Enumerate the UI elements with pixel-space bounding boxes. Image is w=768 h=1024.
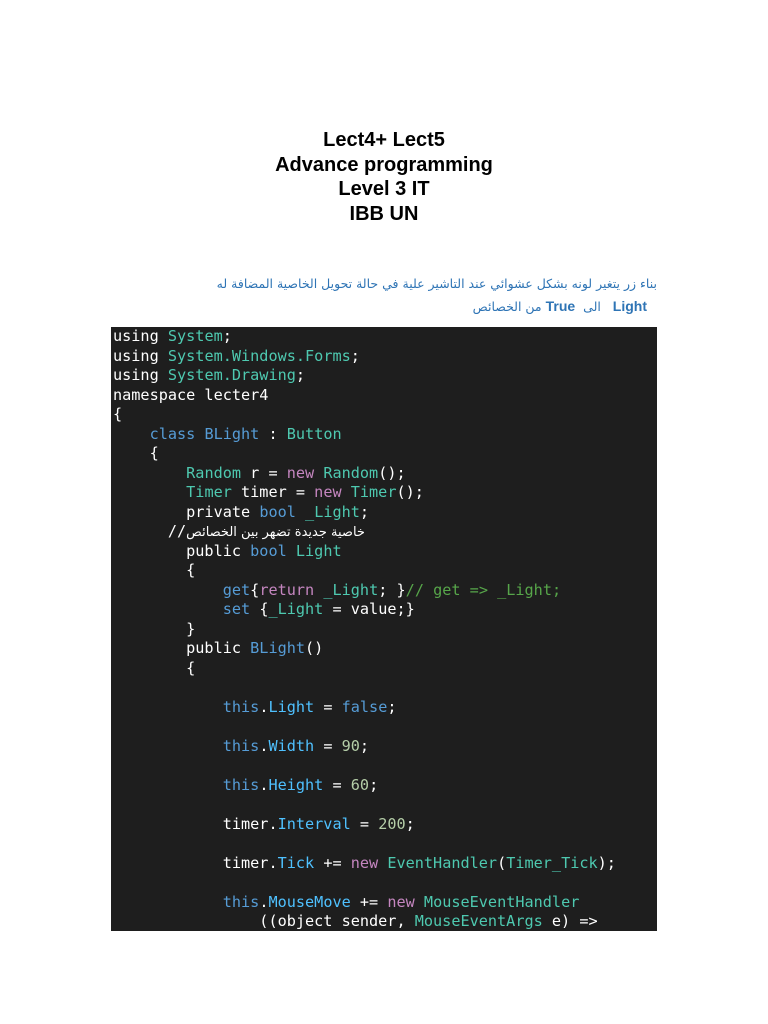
code-token: MouseMove — [268, 892, 351, 911]
code-token: public — [113, 541, 251, 560]
code-token: { — [113, 658, 196, 677]
code-token — [113, 581, 223, 599]
code-token: EventHandler — [387, 853, 498, 872]
code-token: } — [113, 619, 196, 638]
code-line — [113, 854, 657, 874]
code-line — [113, 347, 657, 367]
code-token: = value;} — [323, 600, 415, 618]
code-token: System — [167, 327, 223, 345]
code-token: : — [259, 424, 287, 443]
code-token: false — [341, 697, 388, 716]
code-token: new — [314, 483, 351, 501]
code-line — [113, 698, 657, 718]
code-token: ; — [350, 346, 360, 365]
code-token: += — [314, 853, 351, 872]
code-token — [314, 581, 323, 599]
code-token: = — [323, 775, 351, 794]
code-token: class — [149, 424, 205, 443]
code-token: . — [259, 892, 269, 911]
code-line — [113, 483, 657, 503]
code-token: timer. — [113, 853, 278, 872]
code-token: Random — [186, 463, 242, 482]
code-token: = — [350, 814, 379, 833]
code-line — [113, 893, 657, 913]
code-token: = — [314, 697, 342, 716]
code-line — [113, 522, 657, 542]
code-token: . — [259, 775, 269, 794]
code-token — [113, 483, 186, 501]
code-token: _Light — [305, 502, 360, 521]
code-token: set — [222, 600, 251, 618]
code-token: using — [113, 327, 168, 345]
title-line-university: IBB UN — [349, 202, 419, 225]
code-line — [113, 639, 657, 659]
code-token: Timer — [186, 483, 232, 501]
code-token: += — [350, 892, 388, 911]
code-line — [113, 873, 657, 893]
code-token — [113, 737, 223, 755]
code-token: new — [286, 463, 324, 482]
code-token: { — [113, 444, 159, 462]
code-line — [113, 600, 657, 620]
code-token — [287, 542, 296, 560]
code-line — [113, 659, 657, 679]
code-token: BLight — [250, 639, 306, 657]
code-token: bool — [259, 502, 296, 521]
code-token: new — [387, 892, 424, 911]
code-token: ; — [387, 697, 397, 716]
code-token: private — [113, 502, 260, 521]
code-token — [296, 503, 305, 521]
code-line — [113, 542, 657, 562]
code-token: timer. — [113, 814, 278, 833]
code-token: new — [350, 853, 388, 872]
word-from-properties: من الخصائص — [472, 299, 542, 314]
code-line — [113, 581, 657, 601]
code-token: Button — [286, 424, 342, 443]
code-token: ; — [369, 775, 379, 794]
code-token: ; } — [378, 580, 406, 599]
code-token: return — [259, 580, 315, 599]
code-token: { — [250, 600, 269, 618]
code-token — [113, 698, 223, 716]
code-token: . — [259, 697, 269, 716]
code-token: { — [113, 561, 196, 579]
code-token: Timer_Tick — [506, 853, 598, 872]
code-token: // — [113, 522, 187, 540]
code-token: r = — [241, 463, 287, 482]
code-line — [113, 717, 657, 737]
code-token: Interval — [277, 814, 351, 833]
property-name-light: Light — [612, 298, 647, 314]
code-line — [113, 815, 657, 835]
code-token: // get => _Light; — [405, 580, 562, 599]
title-line-lecture: Lect4+ Lect5 — [323, 129, 445, 151]
code-token: Light — [295, 541, 342, 560]
code-comment-arabic: خاصية جديدة تضهر بين الخصائص — [186, 525, 365, 540]
code-listing — [111, 327, 657, 931]
code-token: ); — [597, 853, 616, 872]
code-token: Light — [268, 697, 315, 716]
code-token: bool — [250, 541, 287, 560]
code-token: this — [222, 892, 260, 911]
code-token: Timer — [350, 483, 397, 501]
value-true: True — [545, 298, 576, 314]
code-token — [113, 893, 223, 911]
code-token: this — [222, 775, 260, 794]
code-token: 200 — [378, 814, 406, 833]
code-line — [113, 464, 657, 484]
code-token: Tick — [277, 853, 315, 872]
code-token: { — [113, 405, 123, 423]
code-token: ((object sender, — [113, 912, 415, 930]
code-token: MouseEventArgs — [414, 912, 543, 930]
code-token — [113, 776, 223, 794]
task-description — [150, 273, 657, 318]
code-line — [113, 366, 657, 386]
code-token: using — [113, 366, 168, 384]
word-to: الى — [583, 299, 601, 314]
code-line — [113, 386, 657, 406]
code-token: (); — [396, 483, 424, 501]
task-description-line-2 — [150, 295, 657, 318]
code-token: MouseEventHandler — [423, 892, 580, 911]
code-token: () — [305, 639, 324, 657]
document-title — [0, 128, 768, 226]
code-line — [113, 737, 657, 757]
code-token: this — [222, 736, 260, 755]
code-line — [113, 561, 657, 581]
code-token — [113, 600, 223, 618]
code-token: public — [113, 639, 251, 657]
code-line — [113, 327, 657, 347]
task-description-line-1: بناء زر يتغير لونه بشكل عشوائي عند التاشير علية في حالة تحويل الخاصية المضافة له — [216, 276, 657, 291]
code-token: this — [222, 697, 260, 716]
code-token: timer = — [231, 483, 315, 501]
code-line — [113, 425, 657, 445]
title-line-level: Level 3 IT — [338, 178, 430, 200]
code-token: { — [250, 580, 260, 599]
code-line — [113, 444, 657, 464]
code-token: ; — [359, 736, 370, 755]
code-line — [113, 678, 657, 698]
code-token: Random — [323, 463, 379, 482]
code-token: System.Drawing — [167, 366, 296, 384]
code-token: _Light — [268, 600, 324, 618]
code-token: ( — [497, 853, 507, 872]
code-line — [113, 405, 657, 425]
code-line — [113, 503, 657, 523]
code-token: = — [314, 736, 342, 755]
code-token: using — [113, 346, 168, 365]
code-token: System.Windows.Forms — [167, 346, 351, 365]
code-token: get — [222, 580, 251, 599]
code-token: ; — [222, 327, 232, 345]
code-token: namespace lecter4 — [113, 385, 269, 404]
code-token: ; — [295, 366, 306, 384]
code-token — [113, 425, 150, 443]
code-token: Width — [268, 736, 315, 755]
code-token: BLight — [204, 424, 260, 443]
code-line — [113, 756, 657, 776]
code-token: (); — [378, 463, 406, 482]
code-token: Height — [268, 775, 324, 794]
code-token: ; — [405, 814, 415, 833]
code-block — [111, 327, 657, 931]
code-token: _Light — [323, 580, 379, 599]
title-line-course: Advance programming — [275, 153, 493, 176]
code-line — [113, 912, 657, 931]
code-token: . — [259, 736, 269, 755]
code-token: 60 — [350, 775, 370, 794]
code-token: 90 — [341, 736, 360, 755]
code-line — [113, 620, 657, 640]
code-line — [113, 776, 657, 796]
code-line — [113, 834, 657, 854]
code-token: e) => — [542, 912, 598, 930]
code-token: ; — [359, 502, 370, 521]
code-token — [113, 464, 186, 482]
code-line — [113, 795, 657, 815]
